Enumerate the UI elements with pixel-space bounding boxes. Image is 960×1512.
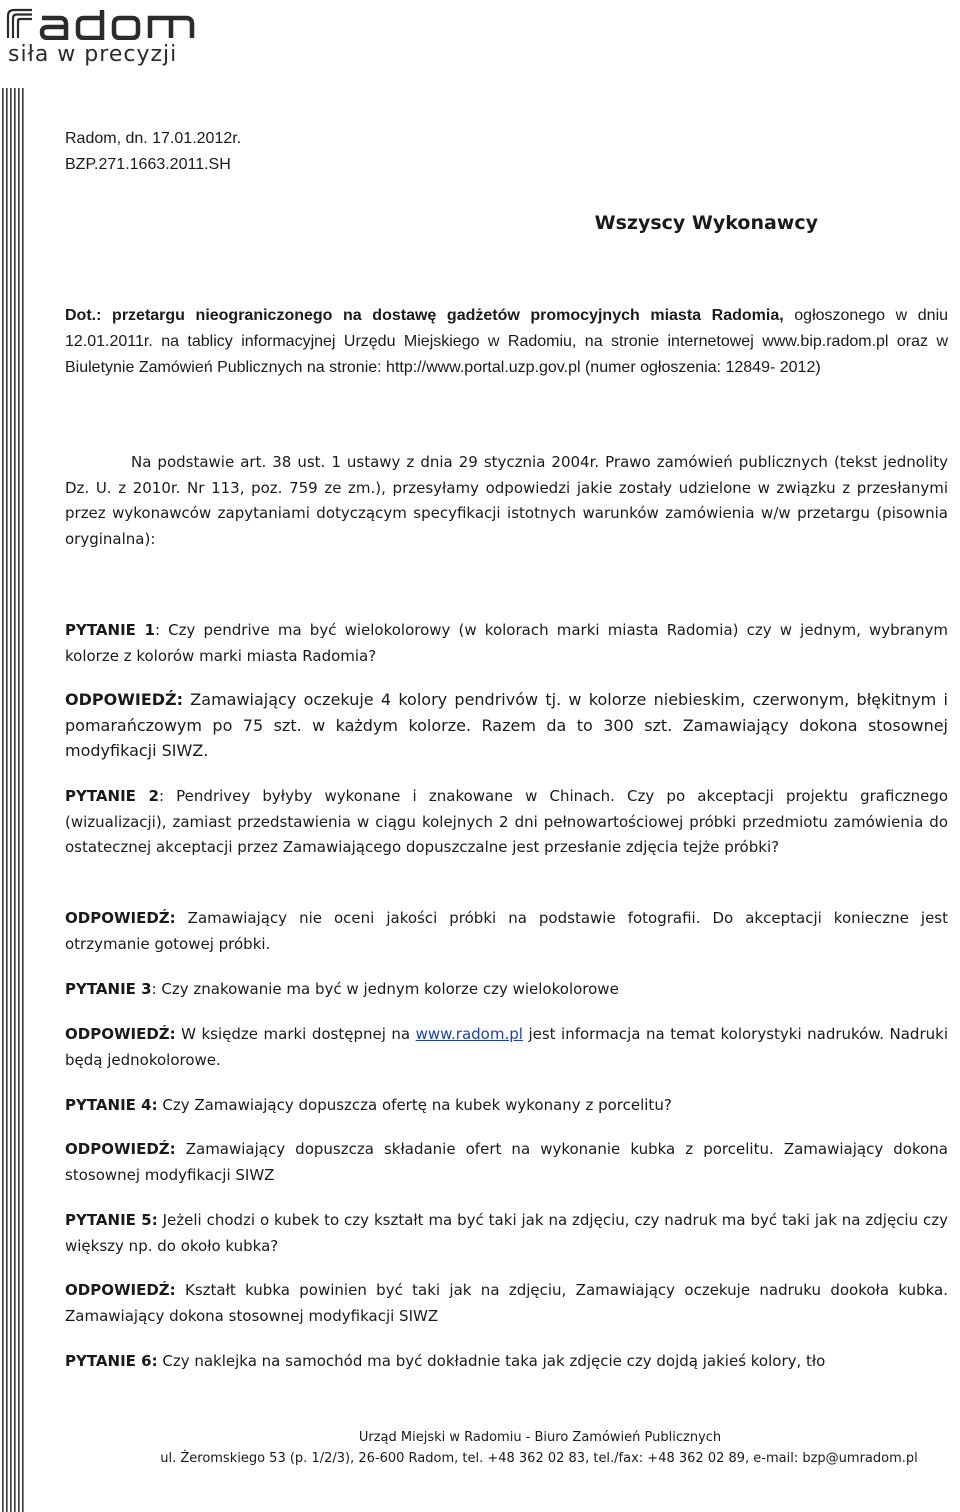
radom-logo xyxy=(6,6,196,68)
question-text: : Czy pendrive ma być wielokolorowy (w kolorach marki miasta Radomia) czy w jednym, wybranym kolorze z kolorów marki miasta Radomia? xyxy=(65,621,949,665)
answer-label: ODPOWIEDŹ: xyxy=(65,1281,176,1299)
question-label: PYTANIE 1 xyxy=(65,621,155,639)
question-label: PYTANIE 6: xyxy=(65,1352,158,1370)
radom-wordmark xyxy=(6,6,196,40)
question-2 xyxy=(65,784,948,861)
subject-bold: przetargu nieograniczonego na dostawę gadżetów promocyjnych miasta Radomia, xyxy=(112,307,784,324)
answer-text: Kształt kubka powinien być taki jak na zdjęciu, Zamawiający oczekuje nadruku dookoła kubka. Zamawiający dokona stosownej modyfikacji SIWZ xyxy=(65,1281,948,1325)
answer-1 xyxy=(65,687,948,764)
question-label: PYTANIE 3 xyxy=(65,980,152,998)
answer-text-before-link: W księdze marki dostępnej na xyxy=(175,1025,416,1043)
place-date: Radom, dn. 17.01.2012r. xyxy=(65,130,242,147)
answer-4 xyxy=(65,1137,948,1188)
answer-label: ODPOWIEDŹ: xyxy=(65,690,184,709)
answer-text: Zamawiający nie oceni jakości próbki na podstawie fotografii. Do akceptacji konieczne jest otrzymanie gotowej próbki. xyxy=(65,909,948,953)
side-stripes-decoration xyxy=(0,88,32,1512)
question-text: : Czy znakowanie ma być w jednym kolorze czy wielokolorowe xyxy=(151,980,619,998)
question-1 xyxy=(65,618,948,669)
answer-2 xyxy=(65,906,948,957)
logo-tagline: siła w precyzji xyxy=(8,42,178,67)
answer-label: ODPOWIEDŹ: xyxy=(65,1140,176,1158)
page-footer xyxy=(0,1428,960,1472)
intro-paragraph xyxy=(65,450,948,552)
question-text: Jeżeli chodzi o kubek to czy kształt ma być taki jak na zdjęciu, czy nadruk ma być taki jak na zdjęciu czy większy np. do około kubka? xyxy=(65,1211,948,1255)
question-6 xyxy=(65,1349,948,1375)
answer-label: ODPOWIEDŹ: xyxy=(65,1025,176,1043)
radom-website-link[interactable]: www.radom.pl xyxy=(415,1025,523,1043)
reference-number: BZP.271.1663.2011.SH xyxy=(65,156,231,173)
answer-text: Zamawiający dopuszcza składanie ofert na wykonanie kubka z porcelitu. Zamawiający dokona stosownej modyfikacji SIWZ xyxy=(65,1140,948,1184)
subject-label: Dot.: xyxy=(65,307,102,324)
footer-address: ul. Żeromskiego 53 (p. 1/2/3), 26-600 Radom, tel. +48 362 02 83, tel./fax: +48 362 02 89, e-mail: bzp@umradom.pl xyxy=(160,1451,918,1466)
subject-rest: ogłoszonego w dniu 12.01.2011r. na tablicy informacyjnej Urzędu Miejskiego w Radomiu, na stronie internetowej www.bip.radom.pl oraz w Biuletynie Zamówień Publicznych na stronie: http://www.portal.uzp.gov.pl (numer ogłoszenia: 12849- 2012) xyxy=(65,307,949,376)
intro-text: Na podstawie art. 38 ust. 1 ustawy z dnia 29 stycznia 2004r. Prawo zamówień publicznych (tekst jednolity Dz. U. z 2010r. Nr 113, poz. 759 ze zm.), przesyłamy odpowiedzi jakie zostały udzielone w związku z przesłanymi przez wykonawców zapytaniami dotyczącym specyfikacji istotnych warunków zamówienia w/w przetargu (pisownia oryginalna): xyxy=(65,453,948,548)
question-text: : Pendrivey byłyby wykonane i znakowane w Chinach. Czy po akceptacji projektu graficznego (wizualizacji), zamiast przedstawienia w ciągu kolejnych 2 dni pełnowartościowej próbki przedmiotu zamówienia do ostatecznej akceptacji przez Zamawiającego dopuszczalne jest przesłanie zdjęcia tejże próbki? xyxy=(65,787,948,856)
answer-3 xyxy=(65,1022,948,1073)
question-label: PYTANIE 4: xyxy=(65,1096,158,1114)
question-text: Czy naklejka na samochód ma być dokładnie taka jak zdjęcie czy dojdą jakieś kolory, tło xyxy=(157,1352,826,1370)
subject-block xyxy=(65,303,948,381)
question-text: Czy Zamawiający dopuszcza ofertę na kubek wykonany z porcelitu? xyxy=(157,1096,672,1114)
question-4 xyxy=(65,1093,948,1119)
answer-5 xyxy=(65,1278,948,1329)
addressee: Wszyscy Wykonawcy xyxy=(594,212,818,234)
question-label: PYTANIE 2 xyxy=(65,787,159,805)
question-3 xyxy=(65,977,948,1003)
intro-block xyxy=(65,450,948,552)
answer-label: ODPOWIEDŹ: xyxy=(65,909,176,927)
answer-text-after-link: jest informacja na temat kolorystyki nadruków. Nadruki będą jednokolorowe. xyxy=(65,1025,948,1069)
answer-text: Zamawiający oczekuje 4 kolory pendrivów tj. w kolorze niebieskim, czerwonym, błękitnym i pomarańczowym po 75 szt. w każdym kolorze. Razem da to 300 szt. Zamawiający dokona stosownej modyfikacji SIWZ. xyxy=(65,690,948,760)
footer-office: Urząd Miejski w Radomiu - Biuro Zamówień Publicznych xyxy=(358,1430,722,1445)
question-5 xyxy=(65,1208,948,1259)
question-label: PYTANIE 5: xyxy=(65,1211,158,1229)
subject-paragraph xyxy=(65,303,948,381)
